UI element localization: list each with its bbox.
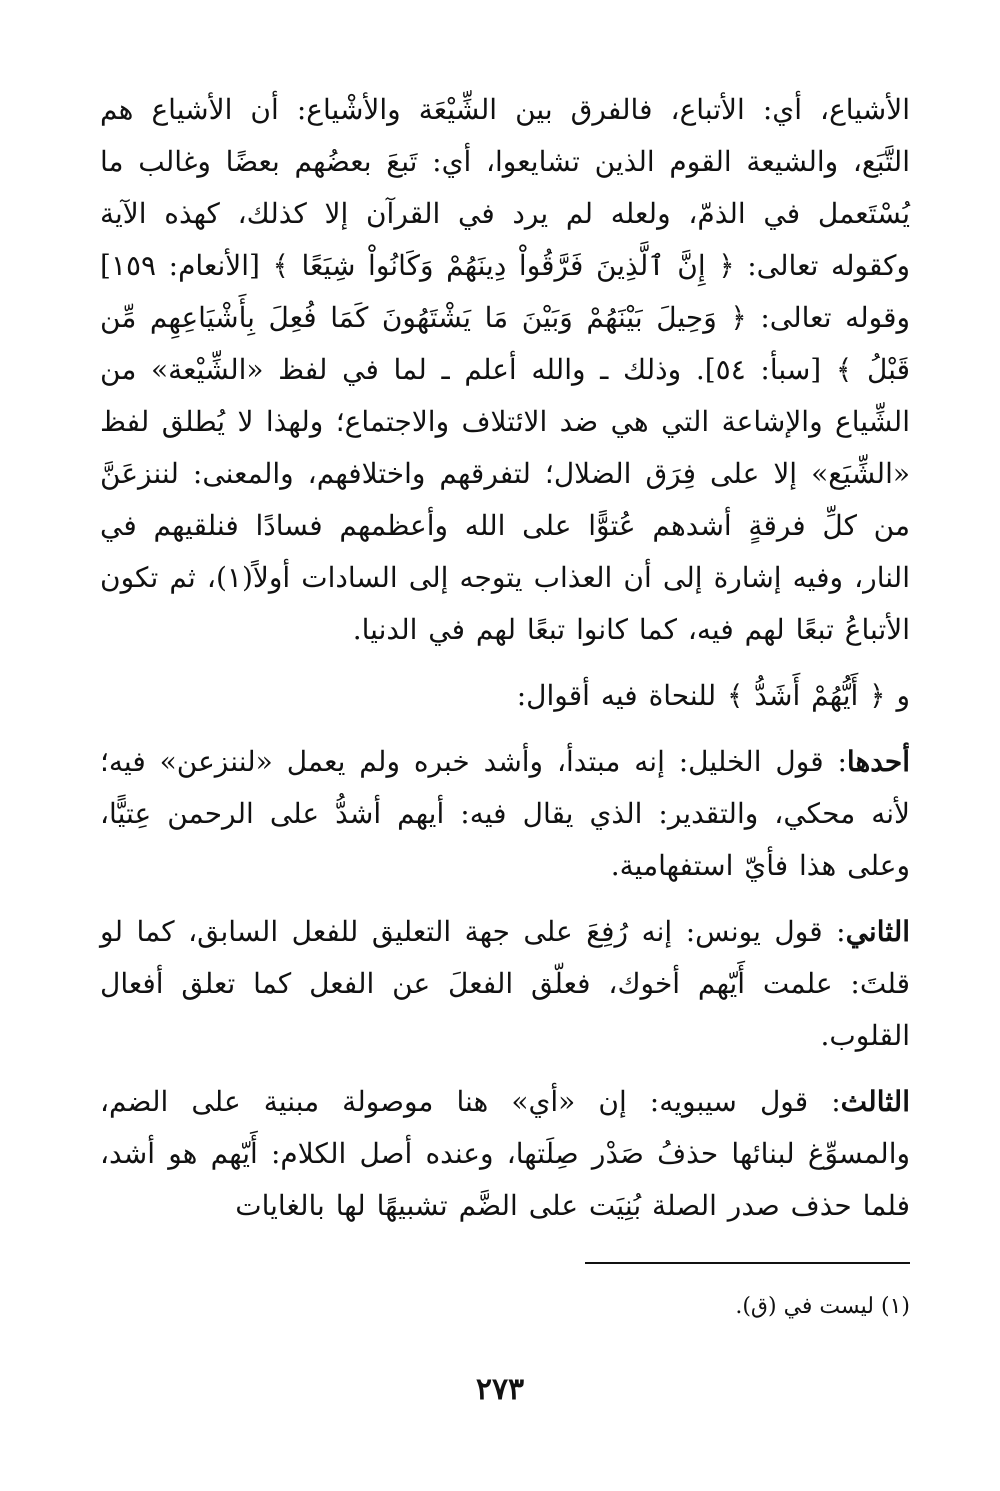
paragraph-1: الأشياع، أي: الأتباع، فالفرق بين الشِّيْعَة والأشْياع: أن الأشياع هم التَّبَع، والشيعة القوم الذين تشايعوا، أي: تَبعَ بعضُهم بعضًا وغالب ما يُسْتَعمل في الذمّ، ولعله لم يرد في القرآن إلا كذلك، كهذه الآية وكقوله تعالى: ﴿ إِنَّ ٱلَّذِينَ فَرَّقُواْ دِينَهُمْ وَكَانُواْ شِيَعًا ﴾ [الأنعام: ١٥٩] وقوله تعالى: ﴿ وَحِيلَ بَيْنَهُمْ وَبَيْنَ مَا يَشْتَهُونَ كَمَا فُعِلَ بِأَشْيَاعِهِم مِّن قَبْلُ ﴾ [سبأ: ٥٤]. وذلك ـ والله أعلم ـ لما في لفظ «الشِّيْعة» من الشِّياع والإشاعة التي هي ضد الائتلاف والاجتماع؛ ولهذا لا يُطلق لفظ «الشِّيَع» إلا على فِرَق الضلال؛ لتفرقهم واختلافهم، والمعنى: لننزعَنَّ من كلِّ فرقةٍ أشدهم عُتوًّا على الله وأعظمهم فسادًا فنلقيهم في النار، وفيه إشارة إلى أن العذاب يتوجه إلى السادات أولاً(١)، ثم تكون الأتباعُ تبعًا لهم فيه، كما كانوا تبعًا لهم في الدنيا. bbox=[100, 93, 910, 646]
paragraph-3-text: : قول الخليل: إنه مبتدأ، وأشد خبره ولم يعمل «لننزعن» فيه؛ لأنه محكي، والتقدير: الذي يقال فيه: أيهم أشدُّ على الرحمن عِتيًّا، وعلى هذا فأيّ استفهامية. bbox=[100, 745, 910, 882]
paragraph-2: و ﴿ أَيُّهُمْ أَشَدُّ ﴾ للنحاة فيه أقوال: bbox=[516, 679, 910, 712]
page-number: ٢٧٣ bbox=[475, 1372, 525, 1407]
paragraph-5 bbox=[100, 1076, 910, 1232]
paragraph-3 bbox=[100, 736, 910, 892]
footnote: (١) ليست في (ق). bbox=[735, 1294, 910, 1319]
footnote-divider bbox=[585, 1262, 910, 1264]
page-text bbox=[100, 84, 910, 1232]
paragraph-3-lead: أحدها bbox=[846, 745, 910, 778]
paragraph-5-lead: الثالث bbox=[840, 1085, 910, 1118]
paragraph-4-text: : قول يونس: إنه رُفِعَ على جهة التعليق للفعل السابق، كما لو قلتَ: علمت أَيّهم أخوك، فعلّق الفعلَ عن الفعل كما تعلق أفعال القلوب. bbox=[100, 915, 910, 1052]
paragraph-5-text: : قول سيبويه: إن «أي» هنا موصولة مبنية على الضم، والمسوِّغ لبنائها حذفُ صَدْر صِلَتها، وعنده أصل الكلام: أَيّهم هو أشد، فلما حذف صدر الصلة بُنِيَت على الضَّم تشبيهًا لها بالغايات bbox=[100, 1085, 910, 1222]
paragraph-4-lead: الثاني bbox=[845, 915, 910, 948]
paragraph-4 bbox=[100, 906, 910, 1062]
